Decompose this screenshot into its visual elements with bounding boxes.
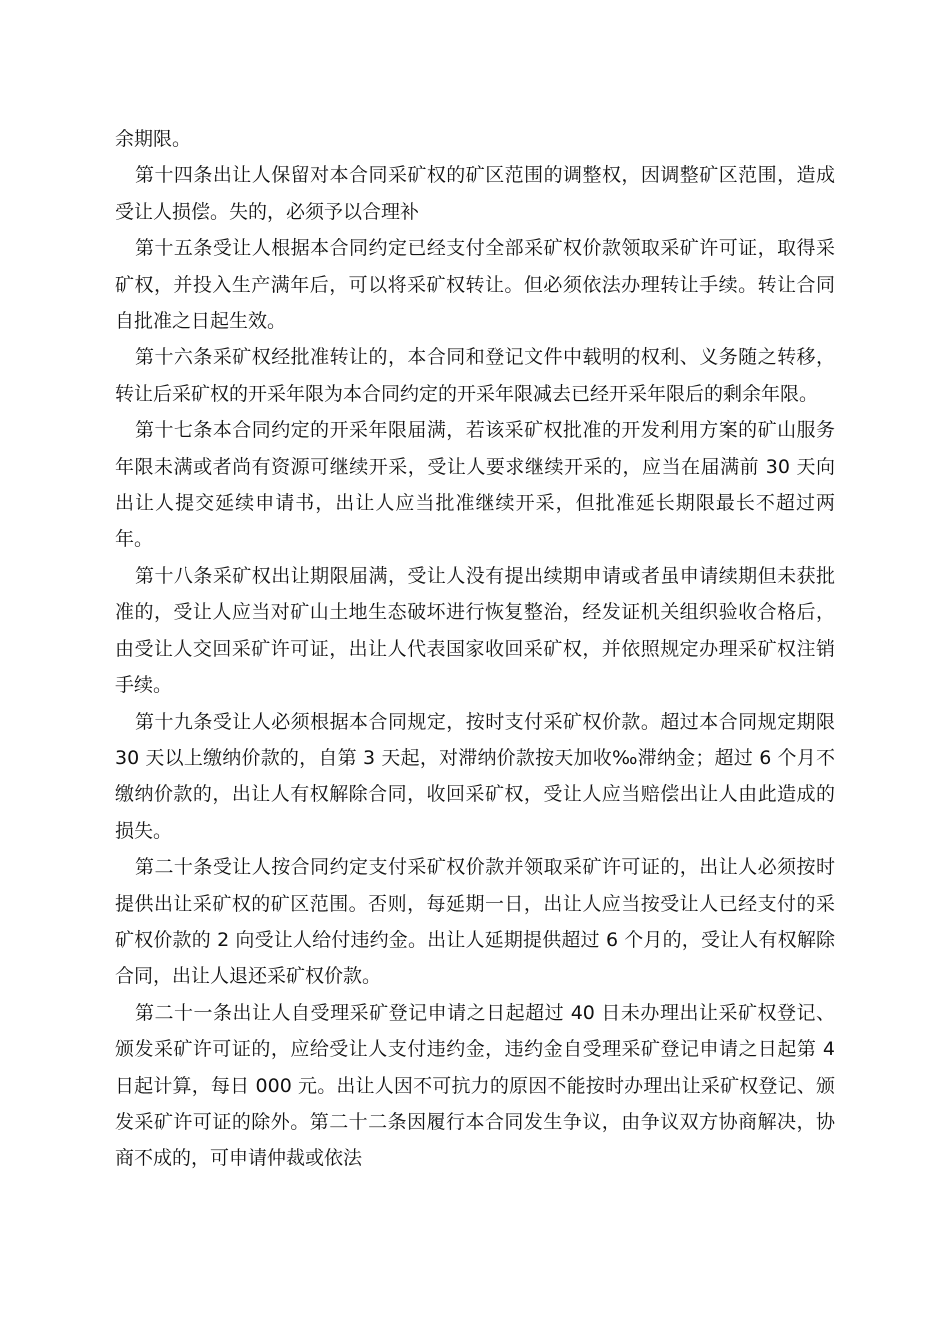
paragraph-article-18: 第十八条采矿权出让期限届满，受让人没有提出续期申请或者虽申请续期但未获批准的，受让人应当对矿山土地生态破坏进行恢复整治，经发证机关组织验收合格后，由受让人交回采矿许可证，出让人代表国家收回采矿权，并依照规定办理采矿权注销手续。 [115, 564, 835, 697]
paragraph-continuation: 余期限。 [115, 128, 192, 150]
paragraph-article-19: 第十九条受让人必须根据本合同规定，按时支付采矿权价款。超过本合同规定期限 30 天以上缴纳价款的，自第 3 天起，对滞纳价款按天加收‰滞纳金；超过 6 个月不缴纳价款的，出让人有权解除合同，收回采矿权，受让人应当赔偿出让人由此造成的损失。 [115, 710, 835, 842]
paragraph-article-16: 第十六条采矿权经批准转让的，本合同和登记文件中载明的权利、义务随之转移，转让后采矿权的开采年限为本合同约定的开采年限减去已经开采年限后的剩余年限。 [115, 346, 835, 405]
paragraph-article-21: 第二十一条出让人自受理采矿登记申请之日起超过 40 日未办理出让采矿权登记、颁发采矿许可证的，应给受让人支付违约金，违约金自受理采矿登记申请之日起第 4 日起计算，每日 000 元。出让人因不可抗力的原因不能按时办理出让采矿权登记、颁发采矿许可证的除外。第二十二条因履行本合同发生争议，由争议双方协商解决，协商不成的，可申请仲裁或依法 [115, 1001, 835, 1170]
paragraph-article-20: 第二十条受让人按合同约定支付采矿权价款并领取采矿许可证的，出让人必须按时提供出让采矿权的矿区范围。否则，每延期一日，出让人应当按受让人已经支付的采矿权价款的 2 向受让人给付违约金。出让人延期提供超过 6 个月的，受让人有权解除合同，出让人退还采矿权价款。 [115, 856, 835, 988]
document-page [115, 121, 835, 1177]
paragraph-article-17: 第十七条本合同约定的开采年限届满，若该采矿权批准的开发利用方案的矿山服务年限未满或者尚有资源可继续开采，受让人要求继续开采的，应当在届满前 30 天向出让人提交延续申请书，出让人应当批准继续开采，但批准延长期限最长不超过两年。 [115, 419, 835, 551]
paragraph-article-14: 第十四条出让人保留对本合同采矿权的矿区范围的调整权，因调整矿区范围，造成受让人损偿。失的，必须予以合理补 [115, 164, 835, 223]
paragraph-article-15: 第十五条受让人根据本合同约定已经支付全部采矿权价款领取采矿许可证，取得采矿权，并投入生产满年后，可以将采矿权转让。但必须依法办理转让手续。转让合同自批准之日起生效。 [115, 237, 835, 333]
